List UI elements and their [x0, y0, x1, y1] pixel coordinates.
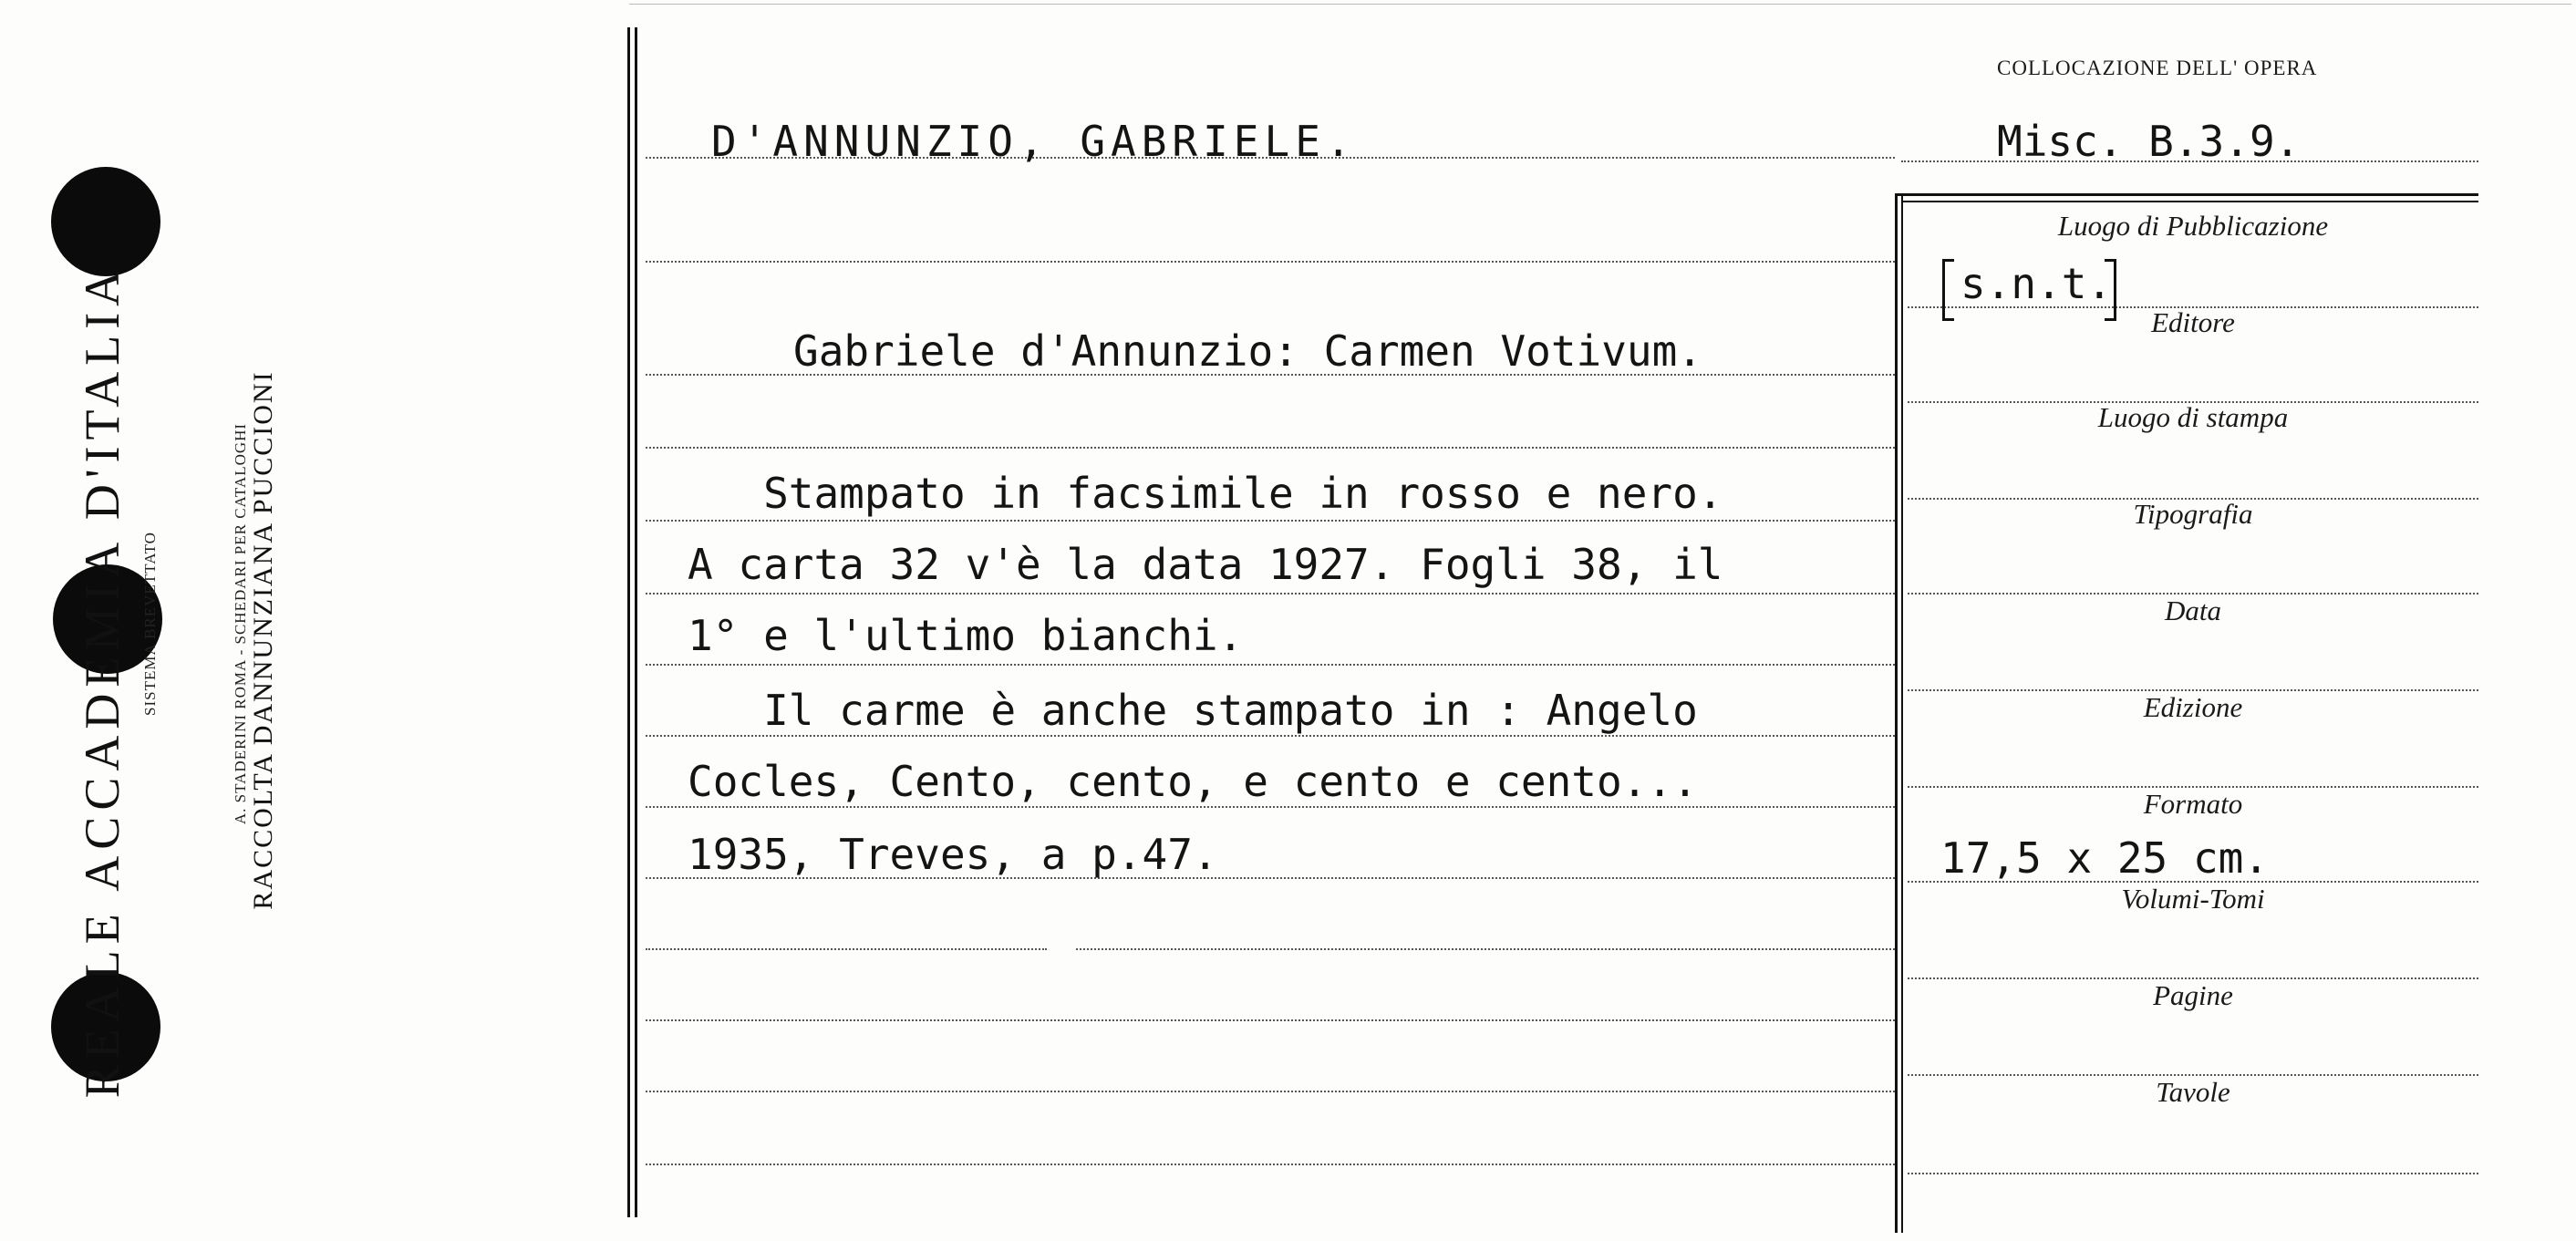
rule-line — [646, 735, 1895, 737]
card-top-edge — [629, 4, 2571, 5]
shelf-mark: Misc. B.3.9. — [1997, 117, 2301, 166]
rule-line — [1076, 948, 1895, 950]
luogo-value: s.n.t. — [1960, 259, 2113, 308]
author-heading: D'ANNUNZIO, GABRIELE. — [711, 117, 1357, 166]
formato-value: 17,5 x 25 cm. — [1940, 833, 2270, 883]
label-tipografia: Tipografia — [2133, 498, 2253, 530]
note-line-5: Cocles, Cento, cento, e cento e cento... — [688, 757, 1698, 806]
rule-line — [646, 447, 1895, 449]
printer-imprint: A. STADERINI ROMA - SCHEDARI PER CATALOGHI — [232, 422, 249, 825]
label-formato: Formato — [2143, 788, 2243, 820]
label-editore: Editore — [2151, 306, 2235, 338]
label-edizione: Edizione — [2143, 691, 2243, 723]
collection-name: RACCOLTA DANNUNZIANA PUCCIONI — [248, 370, 278, 910]
rule-line — [646, 948, 1047, 950]
right-box-top-b — [1901, 201, 2478, 202]
note-line-1: Stampato in facsimile in rosso e nero. — [688, 469, 1723, 518]
note-line-4: Il carme è anche stampato in : Angelo — [688, 686, 1698, 735]
note-line-2: A carta 32 v'è la data 1927. Fogli 38, il — [688, 540, 1723, 589]
note-line-6: 1935, Treves, a p.47. — [688, 830, 1218, 879]
rule-line — [646, 261, 1895, 263]
printer-patent: SISTEMA BREVETTATO — [141, 532, 159, 716]
right-box-top-a — [1895, 193, 2478, 196]
rule-line — [646, 664, 1895, 666]
right-box-rule-b — [1901, 193, 1903, 1233]
rule-line — [646, 806, 1895, 808]
note-line-3: 1° e l'ultimo bianchi. — [688, 611, 1244, 660]
label-tavole: Tavole — [2156, 1076, 2230, 1108]
label-pagine: Pagine — [2153, 979, 2233, 1011]
rule-line — [646, 520, 1895, 522]
left-double-rule-b — [635, 27, 637, 1217]
rule-line — [646, 1019, 1895, 1021]
label-luogo-pubblicazione: Luogo di Pubblicazione — [2057, 210, 2329, 242]
work-title: Gabriele d'Annunzio: Carmen Votivum. — [793, 326, 1702, 376]
rule-line — [646, 593, 1895, 595]
right-box-rule-a — [1895, 193, 1898, 1233]
label-luogo-stampa: Luogo di stampa — [2097, 401, 2289, 433]
field-rule — [1908, 1173, 2478, 1174]
label-data: Data — [2165, 595, 2221, 626]
left-double-rule-a — [627, 27, 630, 1217]
rule-line — [646, 1091, 1895, 1092]
collocazione-label: COLLOCAZIONE DELL' OPERA — [1997, 57, 2318, 79]
academy-name: REALE ACCADEMIA D'ITALIA — [75, 264, 129, 1099]
label-volumi-tomi: Volumi-Tomi — [2121, 883, 2265, 915]
rule-line — [646, 1163, 1895, 1165]
